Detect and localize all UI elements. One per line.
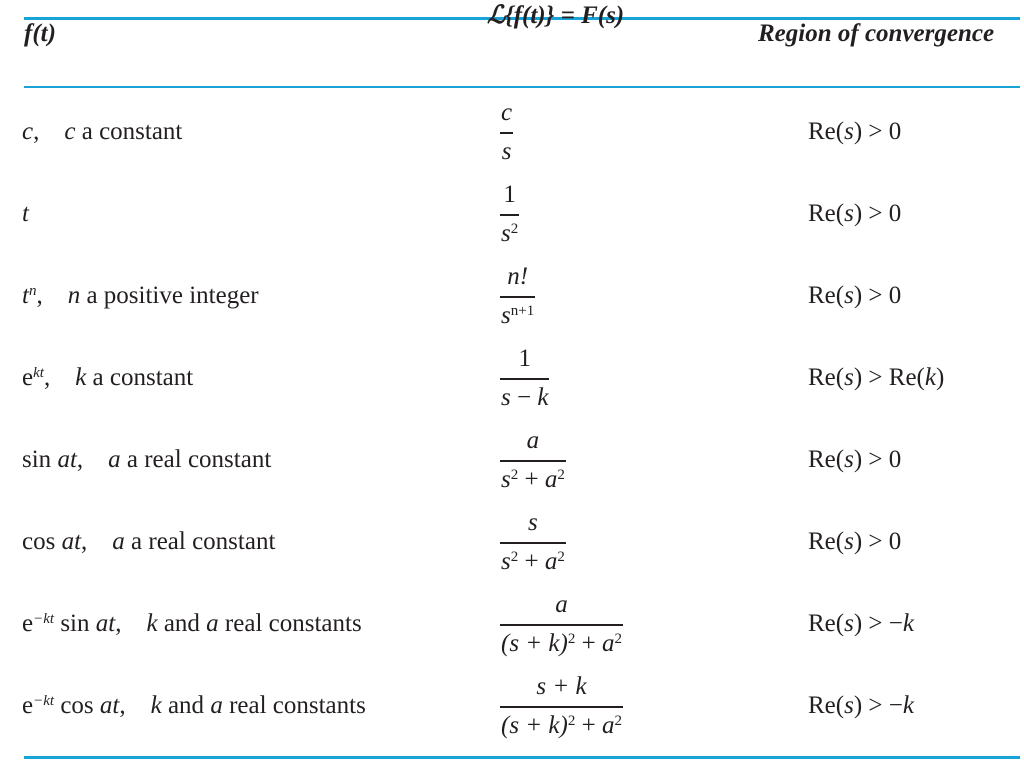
den-var: s	[501, 466, 511, 493]
fraction	[500, 180, 519, 249]
denominator	[500, 706, 623, 741]
ft-var: c	[22, 118, 34, 145]
roc-var: s	[844, 118, 854, 145]
table-row	[0, 426, 1024, 508]
ft-fn: sin	[54, 610, 96, 637]
ft-var: k	[146, 610, 158, 637]
ft-cell	[22, 610, 362, 638]
fraction	[500, 426, 566, 495]
roc-pre: Re(	[808, 692, 845, 719]
roc-cell	[808, 118, 901, 146]
roc-pre: Re(	[808, 446, 845, 473]
transform-cell	[500, 344, 549, 413]
ft-cell	[22, 364, 193, 392]
ft-sep: ,	[76, 446, 109, 473]
roc-var: k	[902, 692, 914, 719]
den-exp: 2	[567, 712, 576, 729]
roc-post: ) > 0	[853, 118, 902, 145]
roc-var: s	[844, 610, 854, 637]
den-op: +	[518, 548, 545, 575]
roc-cell	[808, 200, 901, 228]
ft-exp: kt	[33, 364, 44, 381]
den-exp: 2	[614, 712, 622, 729]
header-transform: ℒ{f(t)} = F(s)	[487, 2, 625, 29]
numerator: c	[501, 99, 513, 126]
table-row	[0, 180, 1024, 262]
ft-desc: and	[161, 692, 211, 719]
roc-post: ) > Re(	[853, 364, 925, 391]
ft-desc: a positive integer	[80, 282, 259, 309]
header-region: Region of convergence	[758, 20, 995, 47]
ft-base: e	[22, 692, 34, 719]
ft-var: n	[67, 282, 81, 309]
den-term: (s + k)	[501, 712, 568, 739]
roc-var: s	[844, 200, 854, 227]
transform-cell	[500, 262, 535, 331]
ft-var: c	[64, 118, 76, 145]
ft-var: at	[95, 610, 116, 637]
numerator: n!	[507, 263, 529, 290]
den-term: (s + k)	[501, 630, 568, 657]
ft-var: k	[75, 364, 87, 391]
den-var: a	[601, 630, 615, 657]
ft-var: t	[22, 282, 29, 309]
roc-pre: Re(	[808, 282, 845, 309]
table-row	[0, 590, 1024, 672]
ft-desc: a constant	[86, 364, 194, 391]
roc-var: s	[844, 446, 854, 473]
transform-cell	[500, 180, 519, 249]
fraction	[500, 508, 566, 577]
roc-var: k	[902, 610, 914, 637]
ft-sep: ,	[81, 528, 113, 555]
denominator	[500, 214, 519, 249]
roc-cell	[808, 282, 901, 310]
den-var: s	[501, 220, 511, 247]
roc-post: ) > 0	[853, 200, 902, 227]
ft-sep: ,	[115, 610, 147, 637]
ft-exp: −kt	[33, 692, 55, 709]
ft-var: a	[112, 528, 125, 555]
roc-cell	[808, 692, 914, 720]
denominator	[500, 296, 535, 331]
transform-cell	[500, 590, 623, 659]
ft-var: a	[210, 692, 223, 719]
ft-desc: and	[157, 610, 207, 637]
den-exp: 2	[510, 466, 519, 483]
table-row	[0, 262, 1024, 344]
fraction	[500, 262, 535, 331]
roc-cell	[808, 528, 901, 556]
den-op: +	[575, 712, 602, 739]
roc-post: ) > −	[853, 610, 903, 637]
den-exp: 2	[614, 630, 622, 647]
denominator	[500, 542, 566, 577]
ft-cell	[22, 446, 271, 474]
roc-post: ) > 0	[853, 446, 902, 473]
ft-cell	[22, 692, 366, 720]
ft-desc: a constant	[75, 118, 183, 145]
den-var: a	[544, 466, 558, 493]
transform-cell	[500, 672, 623, 741]
roc-var: s	[844, 364, 854, 391]
ft-cell	[22, 200, 29, 228]
roc-post: ) > −	[853, 692, 903, 719]
ft-sep: ,	[119, 692, 151, 719]
ft-sep: ,	[33, 118, 65, 145]
roc-pre: Re(	[808, 610, 845, 637]
ft-desc: a real constant	[120, 446, 272, 473]
denominator	[500, 378, 549, 413]
den-exp: 2	[510, 220, 519, 237]
ft-var: a	[108, 446, 121, 473]
numerator: s + k	[536, 673, 587, 700]
numerator: a	[555, 591, 568, 618]
bottom-rule	[24, 756, 1020, 759]
den-var: s	[501, 548, 511, 575]
ft-desc: real constants	[222, 692, 366, 719]
roc-var: s	[844, 528, 854, 555]
ft-desc: a real constant	[124, 528, 276, 555]
den-exp: 2	[557, 548, 565, 565]
den-var: k	[537, 384, 549, 411]
table-row	[0, 344, 1024, 426]
fraction	[500, 344, 549, 413]
den-op: −	[510, 384, 538, 411]
fraction	[500, 590, 623, 659]
table-row	[0, 672, 1024, 754]
header-ft: f(t)	[24, 20, 56, 47]
ft-var: a	[206, 610, 219, 637]
ft-cell	[22, 528, 275, 556]
roc-cell	[808, 446, 901, 474]
den-var: a	[601, 712, 615, 739]
ft-var: k	[150, 692, 162, 719]
fraction	[500, 98, 513, 167]
den-exp: 2	[557, 466, 565, 483]
ft-sep: ,	[36, 282, 68, 309]
transform-cell	[500, 508, 566, 577]
header-rule	[24, 86, 1020, 88]
ft-var: t	[22, 200, 29, 227]
ft-base: e	[22, 610, 34, 637]
roc-post: )	[935, 364, 945, 391]
ft-base: e	[22, 364, 34, 391]
den-exp: n+1	[510, 302, 535, 319]
roc-pre: Re(	[808, 200, 845, 227]
ft-exp: −kt	[33, 610, 55, 627]
ft-fn: sin	[22, 446, 58, 473]
ft-fn: cos	[22, 528, 62, 555]
table-row	[0, 508, 1024, 590]
ft-desc: real constants	[218, 610, 362, 637]
roc-post: ) > 0	[853, 282, 902, 309]
den-var: s	[501, 302, 511, 329]
ft-cell	[22, 282, 259, 310]
den-exp: 2	[510, 548, 519, 565]
ft-var: at	[99, 692, 120, 719]
den-op: +	[575, 630, 602, 657]
roc-cell	[808, 610, 914, 638]
roc-pre: Re(	[808, 528, 845, 555]
roc-post: ) > 0	[853, 528, 902, 555]
roc-pre: Re(	[808, 364, 845, 391]
roc-var: s	[844, 282, 854, 309]
den-var: a	[544, 548, 558, 575]
numerator: 1	[518, 345, 531, 372]
den-var: s	[501, 384, 511, 411]
ft-cell	[22, 118, 182, 146]
denominator	[500, 624, 623, 659]
den-op: +	[518, 466, 545, 493]
ft-var: at	[61, 528, 82, 555]
transform-cell	[500, 426, 566, 495]
transform-cell	[500, 98, 513, 167]
numerator: 1	[503, 181, 516, 208]
roc-var: k	[924, 364, 936, 391]
ft-sep: ,	[43, 364, 76, 391]
denominator: s	[500, 132, 513, 167]
fraction	[500, 672, 623, 741]
ft-var: at	[57, 446, 77, 473]
roc-var: s	[844, 692, 854, 719]
ft-exp: n	[28, 282, 37, 299]
table-row	[0, 98, 1024, 180]
roc-cell	[808, 364, 944, 392]
ft-fn: cos	[54, 692, 100, 719]
numerator: a	[526, 427, 540, 454]
numerator: s	[528, 509, 538, 536]
roc-pre: Re(	[808, 118, 845, 145]
den-exp: 2	[567, 630, 576, 647]
denominator	[500, 460, 566, 495]
